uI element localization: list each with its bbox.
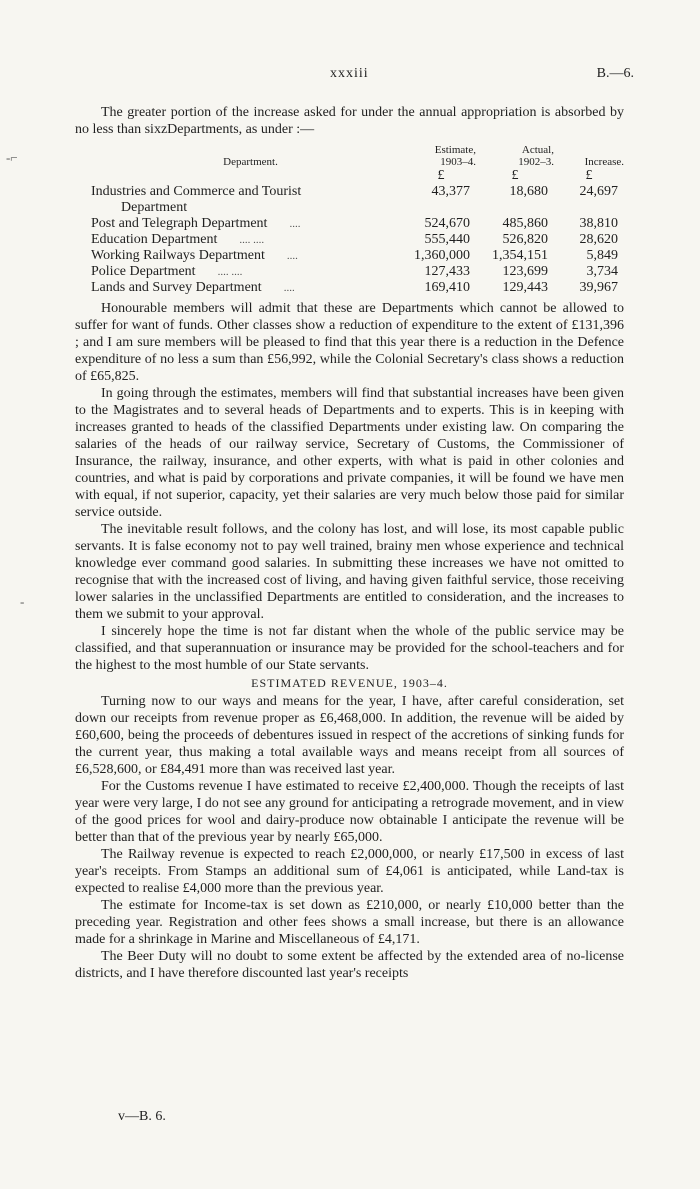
department-name-text: Working Railways Department — [91, 248, 265, 263]
table-row — [75, 216, 624, 232]
page-header — [0, 66, 700, 86]
department-table — [75, 144, 624, 296]
column-header-actual — [476, 144, 554, 168]
department-name — [75, 216, 406, 232]
unit-cell: £ — [511, 168, 519, 183]
actual-header-line2: 1902–3. — [518, 156, 554, 168]
body-paragraph: The Beer Duty will no doubt to some extent be affected by the extended area of no-license districts, and I have therefore discounted last year's receipts — [75, 949, 624, 981]
body-paragraph: For the Customs revenue I have estimated to receive £2,400,000. Though the receipts of last year were very large, I do not see any ground for anticipating a retrograde movement, and in view of the good prices for wool and dairy-produce now obtainable I anticipate the revenue will be better than that of the previous year by nearly £65,000. — [75, 779, 624, 845]
department-name-continued: Department — [121, 200, 188, 215]
unit-cell: £ — [437, 168, 445, 183]
department-name — [75, 264, 406, 280]
department-name-text: Education Department — [91, 232, 218, 247]
leader-dots: .... — [283, 282, 295, 294]
table-row — [75, 264, 624, 280]
table-row — [75, 232, 624, 248]
increase-value: 3,734 — [586, 264, 618, 279]
estimate-value: 555,440 — [424, 232, 470, 247]
table-row — [75, 248, 624, 264]
estimate-value: 43,377 — [431, 184, 470, 199]
department-name-text: Police Department — [91, 264, 196, 279]
estimate-header-line1: Estimate, — [434, 144, 476, 156]
department-name-text: Lands and Survey Department — [91, 280, 262, 295]
estimate-value: 1,360,000 — [414, 248, 470, 263]
actual-value: 485,860 — [502, 216, 548, 231]
section-heading: ESTIMATED REVENUE, 1903–4. — [251, 676, 448, 690]
department-name — [75, 184, 406, 216]
increase-value: 39,967 — [579, 280, 618, 295]
estimate-header-line2: 1903–4. — [440, 156, 476, 168]
actual-value: 129,443 — [502, 280, 548, 295]
document-reference: B.—6. — [596, 66, 634, 81]
department-name — [75, 232, 406, 248]
department-name-text: Industries and Commerce and Tourist — [91, 184, 302, 199]
increase-value: 24,697 — [579, 184, 618, 199]
margin-mark: - — [20, 594, 25, 609]
table-row — [75, 184, 624, 216]
actual-value: 526,820 — [502, 232, 548, 247]
table-header-row — [75, 144, 624, 168]
column-header-increase: Increase. — [584, 156, 624, 168]
leader-dots: .... .... — [217, 266, 243, 278]
estimate-value: 524,670 — [424, 216, 470, 231]
body-paragraph: Honourable members will admit that these are Departments which cannot be allowed to suffer for want of funds. Other classes show a reduction of expenditure to the extent of £131,396 ; and I am sure members will be pleased to find that this year there is a reduction in the Defence expenditure of no less a sum than £56,992, while the Colonial Secretary's class shows a reduction of £65,825. — [75, 301, 624, 384]
document-body — [75, 104, 624, 982]
intro-paragraph: The greater portion of the increase asked for under the annual appropriation is absorbed by no less than sixzDepartments, as under :— — [75, 105, 624, 137]
page-folio: xxxiii — [330, 66, 369, 81]
unit-cell: £ — [585, 168, 593, 183]
leader-dots: .... — [289, 218, 301, 230]
actual-value: 18,680 — [509, 184, 548, 199]
estimate-value: 169,410 — [424, 280, 470, 295]
table-row — [75, 280, 624, 296]
department-name — [75, 248, 406, 264]
page-footer-signature: v—B. 6. — [118, 1109, 166, 1124]
leader-dots: .... .... — [239, 234, 265, 246]
body-paragraph: The Railway revenue is expected to reach £2,000,000, or nearly £17,500 in excess of last year's receipts. From Stamps an additional sum of £4,061 is anticipated, while Land-tax is expected to realise £4,000 more than the previous year. — [75, 847, 624, 896]
margin-mark: -⌐ — [6, 150, 18, 165]
estimate-value: 127,433 — [424, 264, 470, 279]
increase-value: 38,810 — [579, 216, 618, 231]
increase-value: 28,620 — [579, 232, 618, 247]
leader-dots: .... — [286, 250, 298, 262]
actual-value: 1,354,151 — [492, 248, 548, 263]
body-paragraph: The estimate for Income-tax is set down as £210,000, or nearly £10,000 better than the preceding year. Registration and other fees shows a small increase, but there is an allowance made for a shrinkage in Marine and Miscellaneous of £4,171. — [75, 898, 624, 947]
column-header-department: Department. — [223, 156, 278, 168]
body-paragraph: In going through the estimates, members will find that substantial increases have been given to the Magistrates and to several heads of Departments and to experts. This is in keeping with increases granted to heads of the classified Departments under existing law. On comparing the salaries of the heads of our railway service, Secretary of Customs, the Commissioner of Insurance, the railway, insurance, and other experts, with what is paid in other colonies and countries, and what is paid by corporations and private companies, it will be found we have men with equal, if not superior, capacity, yet their salaries are very much below those paid for similar service outside. — [75, 386, 624, 520]
body-paragraph: The inevitable result follows, and the colony has lost, and will lose, its most capable public servants. It is false economy not to pay well trained, brainy men whose experience and technical knowledge ever command good salaries. In submitting these increases we have not omitted to recognise that with the increased cost of living, and having given faithful service, those receiving lower salaries in the unclassified Departments are entitled to consideration, and the increases to them we submit to your approval. — [75, 522, 624, 622]
department-name-text: Post and Telegraph Department — [91, 216, 268, 231]
actual-value: 123,699 — [502, 264, 548, 279]
units-row — [75, 168, 624, 184]
column-header-estimate — [406, 144, 476, 168]
actual-header-line1: Actual, — [521, 144, 554, 156]
department-name — [75, 280, 406, 296]
increase-value: 5,849 — [586, 248, 618, 263]
body-paragraph: Turning now to our ways and means for the year, I have, after careful consideration, set down our receipts from revenue proper as £6,468,000. In addition, the revenue will be aided by £60,600, being the proceeds of debentures issued in respect of the accretions of sinking funds for the current year, thus making a total available ways and means receipt from all sources of £6,528,600, or £84,491 more than was received last year. — [75, 694, 624, 777]
body-paragraph: I sincerely hope the time is not far distant when the whole of the public service may be classified, and that superannuation or insurance may be provided for the school-teachers and for the highest to the most humble of our State servants. — [75, 624, 624, 673]
